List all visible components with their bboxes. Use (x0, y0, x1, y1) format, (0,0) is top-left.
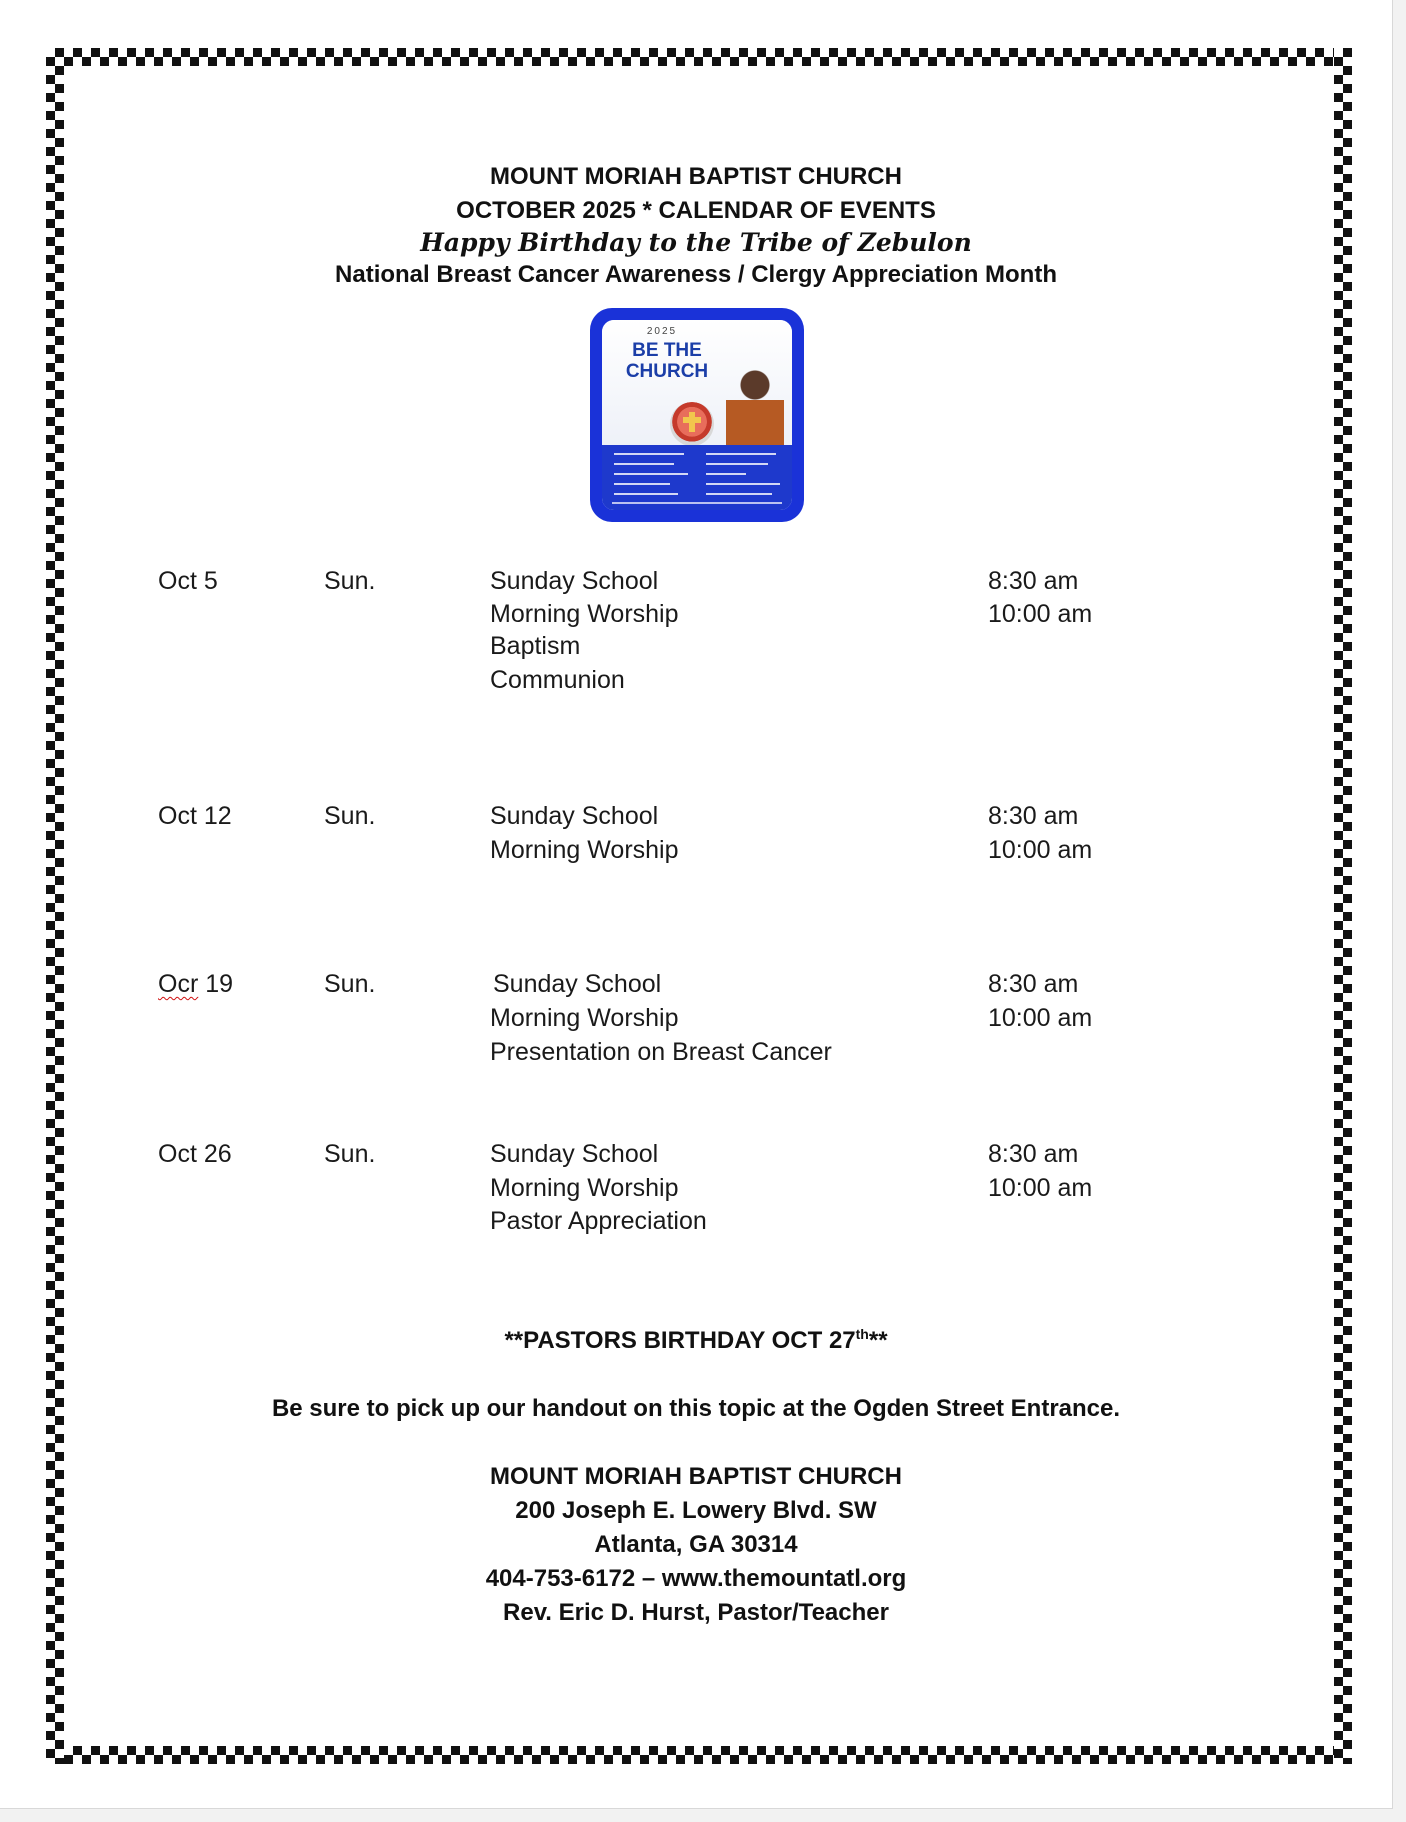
event-time: 8:30 am (988, 802, 1079, 830)
cross-bar (683, 417, 701, 423)
event-date-misspelled: Ocr (158, 970, 199, 998)
logo-title-line1: BE THE (632, 340, 702, 361)
logo-text-line (706, 463, 768, 465)
event-date-number: 19 (198, 970, 234, 998)
event-time: 10:00 am (988, 600, 1093, 628)
event-time: 10:00 am (988, 1174, 1093, 1202)
footer (0, 1324, 1392, 1630)
pastor-photo (726, 370, 784, 445)
address-line2: Atlanta, GA 30314 (594, 1531, 798, 1558)
contact-line: 404-753-6172 – www.themountatl.org (485, 1565, 907, 1592)
event-item: Baptism (490, 632, 581, 660)
event-time: 10:00 am (988, 836, 1093, 864)
awareness-line: National Breast Cancer Awareness / Clergy Appreciation Month (335, 261, 1057, 288)
event-time: 8:30 am (988, 1140, 1079, 1168)
logo-text-line (614, 453, 684, 455)
event-item: Sunday School (490, 1140, 659, 1168)
event-time: 10:00 am (988, 1004, 1093, 1032)
be-the-church-logo (590, 308, 804, 522)
event-item: Sunday School (490, 567, 659, 595)
logo-text-line (706, 453, 776, 455)
event-item: Morning Worship (490, 836, 679, 864)
pastor-line: Rev. Eric D. Hurst, Pastor/Teacher (503, 1599, 889, 1626)
logo-bottom-panel (602, 445, 792, 510)
church-name: MOUNT MORIAH BAPTIST CHURCH (490, 163, 902, 190)
logo-text-line (614, 463, 674, 465)
event-date: Oct 26 (158, 1140, 232, 1168)
pastor-birthday-text: **PASTORS BIRTHDAY OCT 27 (504, 1327, 856, 1354)
logo-text-line (614, 473, 688, 475)
logo-address-line (612, 502, 782, 504)
event-date (158, 968, 233, 1001)
logo-text-line (706, 493, 772, 495)
event-day: Sun. (324, 567, 376, 595)
event-item: Morning Worship (490, 1174, 679, 1202)
pastor-birthday (0, 1324, 1392, 1358)
header (0, 160, 1392, 292)
logo-text-line (706, 483, 780, 485)
border-top (46, 48, 1352, 66)
event-time: 8:30 am (988, 567, 1079, 595)
logo-top-panel (602, 320, 792, 445)
birthday-line: Happy Birthday to the Tribe of Zebulon (420, 228, 972, 257)
calendar-title: OCTOBER 2025 * CALENDAR OF EVENTS (456, 197, 936, 224)
address-line1: 200 Joseph E. Lowery Blvd. SW (515, 1497, 877, 1524)
pastor-birthday-end: ** (868, 1327, 888, 1354)
pastor-birthday-sup: th (855, 1326, 869, 1342)
event-item: Morning Worship (490, 1004, 679, 1032)
event-date: Oct 12 (158, 802, 232, 830)
logo-title (602, 340, 732, 382)
logo-text-line (706, 473, 746, 475)
event-item: Communion (490, 666, 625, 694)
border-bottom (46, 1746, 1352, 1764)
logo-title-line2: CHURCH (625, 361, 709, 382)
event-item: Sunday School (493, 970, 662, 998)
event-item: Morning Worship (490, 600, 679, 628)
event-day: Sun. (324, 970, 376, 998)
logo-inner (602, 320, 792, 510)
logo-text-line (614, 493, 678, 495)
church-emblem-icon (670, 402, 714, 446)
event-date: Oct 5 (158, 567, 218, 595)
event-day: Sun. (324, 802, 376, 830)
logo-text-line (614, 483, 670, 485)
footer-church-name: MOUNT MORIAH BAPTIST CHURCH (490, 1463, 902, 1490)
event-item: Sunday School (490, 802, 659, 830)
event-item: Presentation on Breast Cancer (490, 1038, 832, 1066)
event-time: 8:30 am (988, 970, 1079, 998)
handout-note: Be sure to pick up our handout on this topic at the Ogden Street Entrance. (271, 1395, 1121, 1422)
event-day: Sun. (324, 1140, 376, 1168)
logo-year: 2025 (646, 326, 678, 337)
event-item: Pastor Appreciation (490, 1207, 707, 1235)
